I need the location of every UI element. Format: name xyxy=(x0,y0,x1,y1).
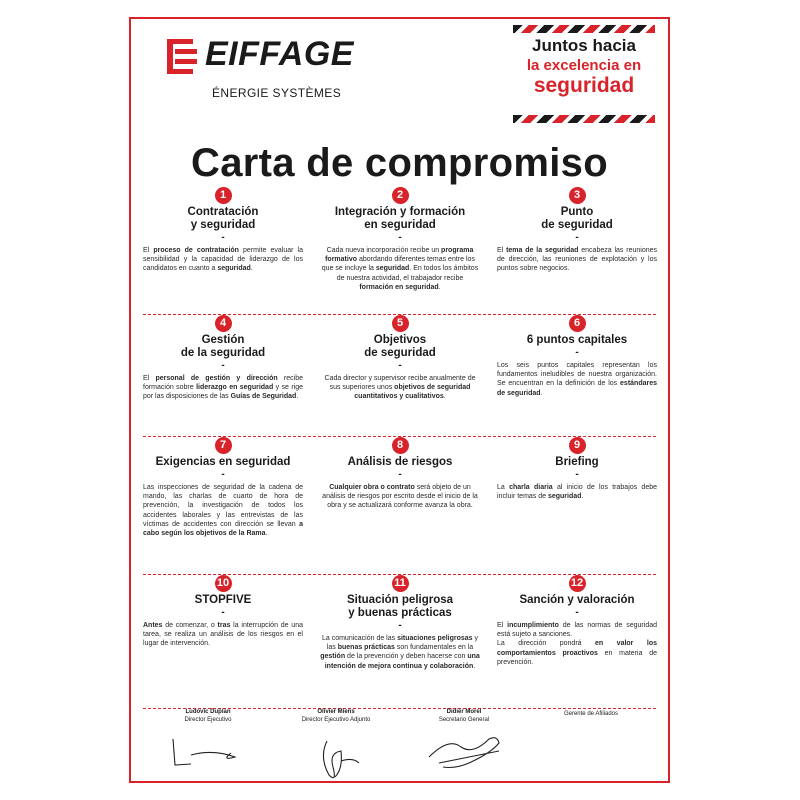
signer-role: Director Ejecutivo xyxy=(184,717,232,723)
commitment-title: Punto de seguridad xyxy=(541,206,613,231)
commitment-item xyxy=(497,315,657,398)
emphasis-text: programa formativo xyxy=(325,246,474,264)
commitment-description xyxy=(143,483,303,539)
commitment-number-badge: 6 xyxy=(569,315,586,332)
commitment-number-badge: 1 xyxy=(215,187,232,204)
emphasis-text: buenas prácticas xyxy=(337,644,395,652)
commitment-item xyxy=(320,575,480,671)
emphasis-text: formación en seguridad xyxy=(359,283,439,291)
title-separator: - xyxy=(221,606,225,618)
title-separator: - xyxy=(398,231,402,243)
commitment-title: Situación peligrosa y buenas prácticas xyxy=(346,594,454,619)
badge-line-3: seguridad xyxy=(533,73,635,97)
body-text: Los seis puntos capitales representan los fundamentos ineludibles de nuestra organización. Se encuentran en la definición de los xyxy=(497,361,657,388)
body-text: permite evaluar la sensibilidad y la capacidad de liderazgo de los candidatos en cuanto a xyxy=(143,246,303,273)
emphasis-text: charla diaria xyxy=(509,483,553,491)
badge-line-1: Juntos hacia xyxy=(532,36,636,55)
commitment-number-badge: 7 xyxy=(215,437,232,454)
commitment-title: Integración y formación en seguridad xyxy=(334,206,466,231)
body-text: encabeza las reuniones de dirección, las reuniones de explotación y los puntos sobre negocios. xyxy=(497,246,658,273)
body-text: de las normas de seguridad está sujeto a sanciones. La dirección pondrá xyxy=(497,621,657,648)
commitment-number-badge: 9 xyxy=(569,437,586,454)
handwritten-signature xyxy=(143,717,273,777)
commitments-grid xyxy=(143,187,656,709)
emphasis-text: personal de gestión y dirección xyxy=(155,374,278,382)
commitment-description xyxy=(497,361,657,398)
commitment-title: Análisis de riesgos xyxy=(347,456,453,468)
title-separator: - xyxy=(221,231,225,243)
emphasis-text: a cabo según los objetivos de la Rama xyxy=(143,521,303,538)
emphasis-text: tras xyxy=(217,621,231,629)
title-separator: - xyxy=(575,346,579,358)
body-text: El xyxy=(497,621,508,629)
title-separator: - xyxy=(398,359,402,371)
emphasis-text: seguridad xyxy=(375,265,410,273)
commitment-title: Sanción y valoración xyxy=(519,594,635,606)
body-text: y las xyxy=(326,634,479,652)
emphasis-text: en valor los comportamientos proactivos xyxy=(497,640,657,657)
commitment-item xyxy=(320,187,480,292)
commitment-title: Gestión de la seguridad xyxy=(180,334,266,359)
signer-name: Ludovic Duplan xyxy=(185,709,231,715)
body-text: . xyxy=(443,393,446,401)
handwritten-signature xyxy=(271,717,401,787)
body-text: recibe formación sobre xyxy=(143,374,303,392)
commitment-item xyxy=(143,575,303,649)
body-text: Cada nueva incorporación recibe un xyxy=(326,246,442,254)
commitment-number-badge: 11 xyxy=(392,575,409,592)
safety-badge xyxy=(513,25,655,123)
commitment-item xyxy=(320,437,480,511)
body-text: de la prevención y deben hacerse con xyxy=(345,653,468,661)
commitment-description xyxy=(143,621,303,649)
commitments-row xyxy=(143,315,656,437)
safety-charter-poster xyxy=(129,17,670,783)
signer-role: Director Ejecutivo Adjunto xyxy=(301,717,371,723)
commitment-number-badge: 12 xyxy=(569,575,586,592)
commitment-title: Objetivos de seguridad xyxy=(364,334,436,359)
commitment-item xyxy=(320,315,480,402)
commitments-row xyxy=(143,575,656,709)
signature-block xyxy=(143,709,273,723)
emphasis-text: liderazgo en seguridad xyxy=(196,384,274,392)
emphasis-text: gestión xyxy=(320,653,346,661)
body-text: la interrupción de una tarea, se realiza un análisis de los riesgos en el lugar de intervención. xyxy=(143,621,303,648)
body-text: La comunicación de las xyxy=(321,634,398,642)
emphasis-text: incumplimiento xyxy=(507,621,559,629)
emphasis-text: proceso de contratación xyxy=(153,246,239,254)
commitment-title: Briefing xyxy=(555,456,599,468)
commitments-row xyxy=(143,437,656,575)
body-text: será objeto de un análisis de riesgos por escrito desde el inicio de la obra y se actualizará conforme avanza la obra. xyxy=(322,483,478,510)
commitment-item xyxy=(143,187,303,274)
signer-name: Olivier Miens xyxy=(317,709,355,715)
body-text: . xyxy=(540,389,543,397)
commitment-item xyxy=(497,187,657,274)
commitment-description xyxy=(320,374,480,402)
body-text: El xyxy=(497,246,507,254)
emphasis-text: situaciones peligrosas xyxy=(397,634,473,642)
commitment-number-badge: 5 xyxy=(392,315,409,332)
emphasis-text: seguridad xyxy=(217,265,251,273)
body-text: . xyxy=(296,393,299,401)
title-separator: - xyxy=(221,468,225,480)
body-text: en materia de prevención. xyxy=(497,649,658,667)
body-text: al inicio de los trabajos debe incluir temas de xyxy=(497,483,658,501)
body-text: . En todos los ámbitos de nuestra actividad, el trabajador recibe xyxy=(336,265,479,282)
body-text: de comenzar, o xyxy=(162,621,218,629)
emphasis-text: objetivos de seguridad cuantitativos y cualitativos xyxy=(354,384,471,401)
badge-line-2: la excelencia en xyxy=(526,56,642,74)
body-text: y se rige por las disposiciones de las xyxy=(143,384,303,401)
commitments-row xyxy=(143,187,656,315)
commitment-number-badge: 10 xyxy=(215,575,232,592)
body-text: El xyxy=(143,246,154,254)
commitment-title: 6 puntos capitales xyxy=(526,334,628,346)
commitment-description xyxy=(320,483,480,511)
body-text: . xyxy=(581,493,584,501)
commitment-title: Contratación y seguridad xyxy=(187,206,259,231)
emphasis-text: Antes xyxy=(143,621,163,629)
commitment-description xyxy=(497,483,657,502)
signer-role: Secretario General xyxy=(438,717,490,723)
commitment-number-badge: 4 xyxy=(215,315,232,332)
emphasis-text: seguridad xyxy=(547,493,582,501)
eiffage-logo-mark xyxy=(167,39,197,73)
commitment-title: STOPFIVE xyxy=(194,594,252,606)
emphasis-text: tema de la seguridad xyxy=(506,246,579,254)
hazard-stripe-top xyxy=(513,25,655,33)
body-text: Las inspecciones de seguridad de la cadena de mando, las charlas de cuarto de hora de prevención, la investigación de todos los accidentes laborales y las entrevistas de las víctimas de accidentes con dirección se llevan xyxy=(143,483,303,529)
body-text: La xyxy=(497,483,510,491)
commitment-description xyxy=(320,246,480,292)
emphasis-text: una intención de mejora continua y colaboración xyxy=(324,653,480,670)
body-text: . xyxy=(250,265,253,273)
commitment-description xyxy=(143,374,303,402)
emphasis-text: Guías de Seguridad xyxy=(230,393,297,401)
logo-subtitle: ÉNERGIE SYSTÈMES xyxy=(212,86,342,100)
signer-role: Gerente de Afiliados xyxy=(563,711,619,717)
body-text: Cada director y supervisor recibe anualmente de sus superiores unos xyxy=(324,374,476,392)
commitment-item xyxy=(143,315,303,402)
body-text: . xyxy=(438,283,441,291)
eiffage-logo xyxy=(167,35,367,100)
emphasis-text: estándares de seguridad xyxy=(497,380,657,397)
commitment-description xyxy=(497,246,657,274)
title-separator: - xyxy=(398,468,402,480)
signature-block xyxy=(271,709,401,723)
title-separator: - xyxy=(221,359,225,371)
signer-name: Didier Morel xyxy=(446,709,482,715)
body-text: El xyxy=(143,374,156,382)
commitment-description xyxy=(320,634,480,671)
body-text: son fundamentales en la xyxy=(394,644,474,652)
commitment-item xyxy=(497,575,657,667)
commitment-description xyxy=(143,246,303,274)
emphasis-text: Cualquier obra o contrato xyxy=(329,483,415,491)
body-text: abordando diferentes temas entre los que se incluye la xyxy=(321,256,475,273)
body-text: . xyxy=(473,662,476,670)
title-separator: - xyxy=(575,606,579,618)
title-separator: - xyxy=(575,231,579,243)
body-text: . xyxy=(265,530,268,538)
commitment-number-badge: 2 xyxy=(392,187,409,204)
commitment-item xyxy=(497,437,657,501)
commitment-item xyxy=(143,437,303,539)
page-title: Carta de compromiso xyxy=(191,141,608,185)
signatures xyxy=(143,709,656,779)
signature-block xyxy=(399,709,529,723)
signature-block xyxy=(526,709,656,717)
hazard-stripe-bottom xyxy=(513,115,655,123)
handwritten-signature xyxy=(399,717,529,777)
commitment-description xyxy=(497,621,657,667)
commitment-number-badge: 8 xyxy=(392,437,409,454)
title-separator: - xyxy=(575,468,579,480)
commitment-number-badge: 3 xyxy=(569,187,586,204)
commitment-title: Exigencias en seguridad xyxy=(155,456,291,468)
title-separator: - xyxy=(398,619,402,631)
logo-wordmark: EIFFAGE xyxy=(205,35,354,73)
